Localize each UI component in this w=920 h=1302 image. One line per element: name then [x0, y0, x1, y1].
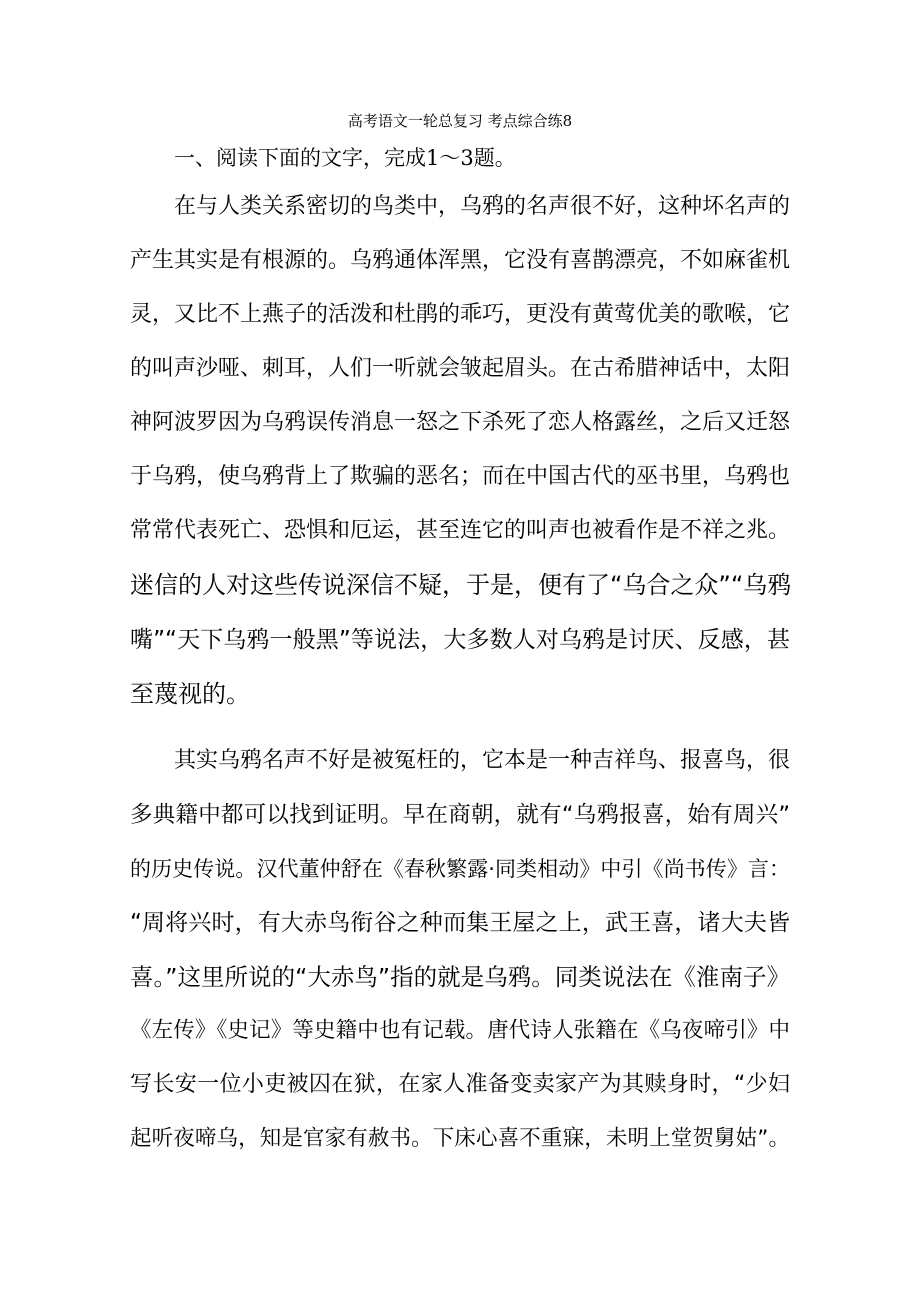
text-line: 至蔑视的。	[130, 680, 250, 708]
text-line: 嘴”“天下乌鸦一般黑”等说法，大多数人对乌鸦是讨厌、反感，甚	[130, 627, 790, 653]
text-line: 迷信的人对这些传说深信不疑，于是，便有了“乌合之众”“乌鸦	[130, 571, 792, 599]
page-header: 高考语文一轮总复习 考点综合练8	[347, 112, 573, 130]
text-line: 写长安一位小吏被囚在狱，在家人准备变卖家产为其赎身时，“少妇	[130, 1072, 790, 1097]
text-line: 灵，又比不上燕子的活泼和杜鹃的乖巧，更没有黄莺优美的歌喉，它	[130, 302, 791, 327]
text-line: 多典籍中都可以找到证明。早在商朝，就有“乌鸦报喜，始有周兴”	[130, 802, 790, 828]
text-line: 常常代表死亡、恐惧和厄运，甚至连它的叫声也被看作是不祥之兆。	[130, 518, 791, 543]
text-line: 于乌鸦，使乌鸦背上了欺骗的恶名；而在中国古代的巫书里，乌鸦也	[130, 464, 791, 489]
section-title: 一、阅读下面的文字，完成1～3题。	[174, 146, 516, 170]
text-line: 其实乌鸦名声不好是被冤枉的，它本是一种吉祥鸟、报喜鸟，很	[174, 748, 791, 773]
text-line: 产生其实是有根源的。乌鸦通体浑黑，它没有喜鹊漂亮，不如麻雀机	[130, 248, 791, 273]
text-line: 的历史传说。汉代董仲舒在《春秋繁露·同类相动》中引《尚书传》言：	[130, 857, 790, 881]
text-line: 喜。”这里所说的“大赤鸟”指的就是乌鸦。同类说法在《淮南子》	[130, 963, 790, 991]
text-line: 《左传》《史记》等史籍中也有记载。唐代诗人张籍在《乌夜啼引》中	[130, 1018, 790, 1043]
text-line: 起听夜啼乌，知是官家有赦书。下床心喜不重寐，未明上堂贺舅姑”。	[130, 1126, 790, 1151]
text-line: “周将兴时，有大赤鸟衔谷之种而集王屋之上，武王喜，诸大夫皆	[130, 910, 790, 936]
text-line: 神阿波罗因为乌鸦误传消息一怒之下杀死了恋人格露丝，之后又迁怒	[130, 410, 791, 435]
text-line: 的叫声沙哑、刺耳，人们一听就会皱起眉头。在古希腊神话中，太阳	[130, 356, 791, 381]
text-line: 在与人类关系密切的鸟类中，乌鸦的名声很不好，这种坏名声的	[174, 194, 791, 219]
